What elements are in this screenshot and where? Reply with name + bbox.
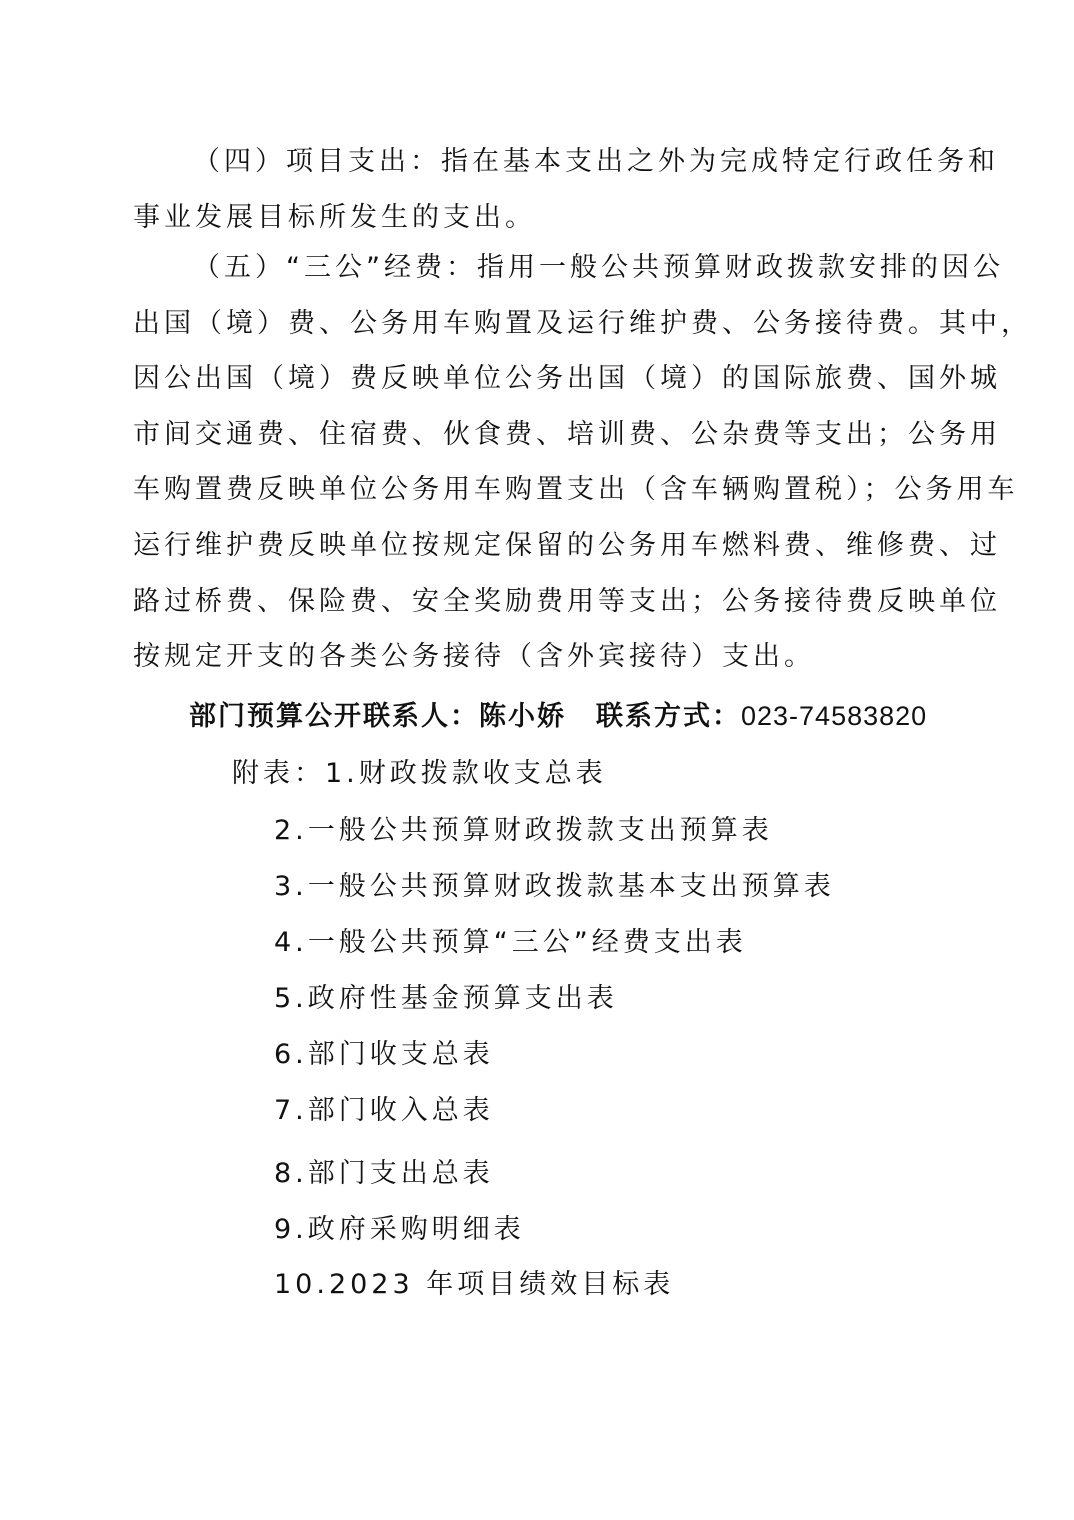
contact-phone-label: 联系方式： (596, 701, 741, 732)
attachment-item: 5.政府性基金预算支出表 (274, 983, 618, 1014)
text-line: 运行维护费反映单位按规定保留的公务用车燃料费、维修费、过 (133, 530, 1001, 561)
text-line: 车购置费反映单位公务用车购置支出（含车辆购置税）；公务用车 (133, 474, 1019, 505)
text-line: （五）“三公”经费：指用一般公共预算财政拨款安排的因公 (193, 252, 1004, 283)
text-line: 因公出国（境）费反映单位公务出国（境）的国际旅费、国外城 (133, 363, 1001, 394)
text-line: 出国（境）费、公务用车购置及运行维护费、公务接待费。其中， (133, 308, 1032, 339)
budget-contact-line (189, 698, 927, 735)
text-line: （四）项目支出：指在基本支出之外为完成特定行政任务和 (193, 146, 999, 177)
attachment-item: 9.政府采购明细表 (274, 1214, 525, 1245)
attachment-item: 2.一般公共预算财政拨款支出预算表 (274, 815, 773, 846)
attachment-item: 3.一般公共预算财政拨款基本支出预算表 (274, 871, 835, 902)
text-line: 路过桥费、保险费、安全奖励费用等支出；公务接待费反映单位 (133, 586, 1001, 617)
attachment-item (232, 756, 607, 792)
attachments-prefix: 附表： (232, 758, 325, 789)
attachment-item: 10.2023 年项目绩效目标表 (274, 1269, 675, 1300)
contact-person: 部门预算公开联系人：陈小娇 (189, 701, 566, 732)
text-line: 按规定开支的各类公务接待（含外宾接待）支出。 (133, 641, 815, 672)
attachment-item: 6.部门收支总表 (274, 1039, 494, 1070)
text-line: 市间交通费、住宿费、伙食费、培训费、公杂费等支出；公务用 (133, 419, 1001, 450)
attachment-item: 7.部门收入总表 (274, 1095, 494, 1126)
attachment-label: 1.财政拨款收支总表 (325, 758, 607, 789)
contact-phone: 023-74583820 (741, 701, 928, 731)
attachment-item: 8.部门支出总表 (274, 1158, 494, 1189)
text-line: 事业发展目标所发生的支出。 (133, 202, 536, 233)
attachment-item: 4.一般公共预算“三公”经费支出表 (274, 927, 747, 958)
